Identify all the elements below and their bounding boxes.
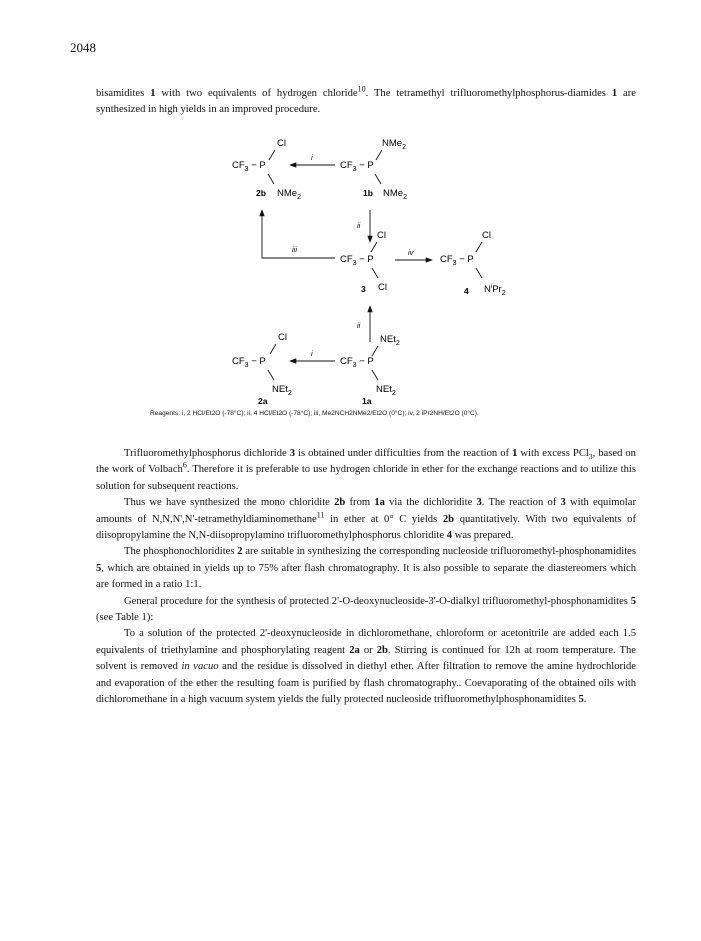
page-number: 2048 [70, 40, 96, 55]
cf3p-2b: $CF_3 - P$ [232, 160, 266, 173]
cl-2a: Cl [278, 332, 287, 343]
intro-paragraph: bisamidites 1 with two equivalents of hydrogen chloride$^{10}$. The tetramethyl trifluoromethylphosphorus-diamides 1 are synthesized in high yields in an improved procedure. [96, 84, 636, 116]
cf3p-1a: $CF_3 - P$ [340, 356, 374, 369]
step-ii-top: ii [357, 221, 361, 230]
label-1a: 1a [362, 396, 372, 406]
net2-1a-bottom: NEt$_2$ [376, 384, 396, 397]
cl-4: Cl [482, 230, 491, 241]
nme2-1b-bottom: NMe$_2$ [383, 188, 407, 201]
nme2-2b: NMe$_2$ [277, 188, 301, 201]
step-i-bottom: i [311, 349, 313, 358]
compound-1b [340, 138, 407, 201]
reagents-caption: Reagents: i, 2 HCl/Et2O (-78°C); ii, 4 HCl/Et2O (-78°C); iii, Me2NCH2NMe2/Et2O (0°C); iv, 2 iPr2NH/Et2O (0°C). [150, 410, 479, 417]
compound-3 [340, 230, 387, 294]
compound-2b [232, 138, 301, 201]
cl-3-bottom: Cl [378, 282, 387, 293]
main-text [96, 446, 636, 709]
compound-1a [340, 334, 400, 406]
paragraph-5: To a solution of the protected 2'-deoxynucleoside in dichloromethane, chloroform or acetonitrile are added each 1.5 equivalents of triethylamine and phosphorylating reagent 2a or 2b. Stirring is continued for 12h at room temperature. The solvent is removed in vacuo and the residue is dissolved in diethyl ether. After filtration to remove the amine hydrochloride and evaporation of the ether the resulting foam is purified by flash chromatography.. Coevaporating of the obtained oils with dichloromethane in a high vacuum system yields the fully protected nucleoside trifluoromethylphosphonamidites 5. [96, 628, 637, 706]
step-iii: iii [292, 245, 297, 254]
compound-4 [440, 230, 506, 297]
net2-2a: NEt$_2$ [272, 384, 292, 397]
paragraph-2: Thus we have synthesized the mono chloridite 2b from 1a via the dichloridite 3. The reaction of 3 with equimolar amounts of N,N,N',N'-tetramethyldiaminomethane$^{11}$ in ether at 0° C yields 2b quantitatively. With two equivalents of diisopropylamine the N,N-diisopropylamino trifluoromethylphosphorus chloridite 4 was prepared. [96, 497, 636, 542]
net2-1a-top: NEt$_2$ [380, 334, 400, 347]
compound-2a [232, 332, 292, 406]
label-1b: 1b [363, 188, 373, 198]
label-4: 4 [464, 286, 469, 296]
label-3: 3 [361, 284, 366, 294]
cf3p-2a: $CF_3 - P$ [232, 356, 266, 369]
reaction-scheme [0, 130, 701, 430]
paragraph-1: Trifluoromethylphosphorus dichloride 3 is obtained under difficulties from the reaction of 1 with excess PCl$_3$, based on the work of Volbach$^6$. Therefore it is preferable to use hydrogen chloride in ether for the exchange reactions and to utilize this solution for subsequent reactions. [96, 448, 636, 492]
cf3p-4: $CF_3 - P$ [440, 254, 474, 267]
cf3p-3: $CF_3 - P$ [340, 254, 374, 267]
cl-3-top: Cl [377, 230, 386, 241]
step-ii-bottom: ii [357, 321, 361, 330]
paragraph-3: The phosphonochloridites 2 are suitable in synthesizing the corresponding nucleoside trifluoromethyl-phosphonamidites 5, which are obtained in yields up to 75% after flash chromatography. It is also possible to separate the diastereomers which are formed in a ratio 1:1. [96, 546, 636, 591]
label-2b: 2b [256, 188, 266, 198]
paragraph-4: General procedure for the synthesis of protected 2'-O-deoxynucleoside-3'-O-dialkyl trifluoromethyl-phosphonamidites 5 (see Table 1): [96, 595, 636, 624]
step-iv: iv [408, 248, 414, 257]
cl-2b: Cl [277, 138, 286, 149]
nme2-1b-top: NMe$_2$ [382, 138, 406, 151]
step-i-top: i [311, 153, 313, 162]
cf3p-1b: $CF_3 - P$ [340, 160, 374, 173]
nipr2-4: $N^iPr_2$ [484, 284, 506, 297]
label-2a: 2a [258, 396, 268, 406]
